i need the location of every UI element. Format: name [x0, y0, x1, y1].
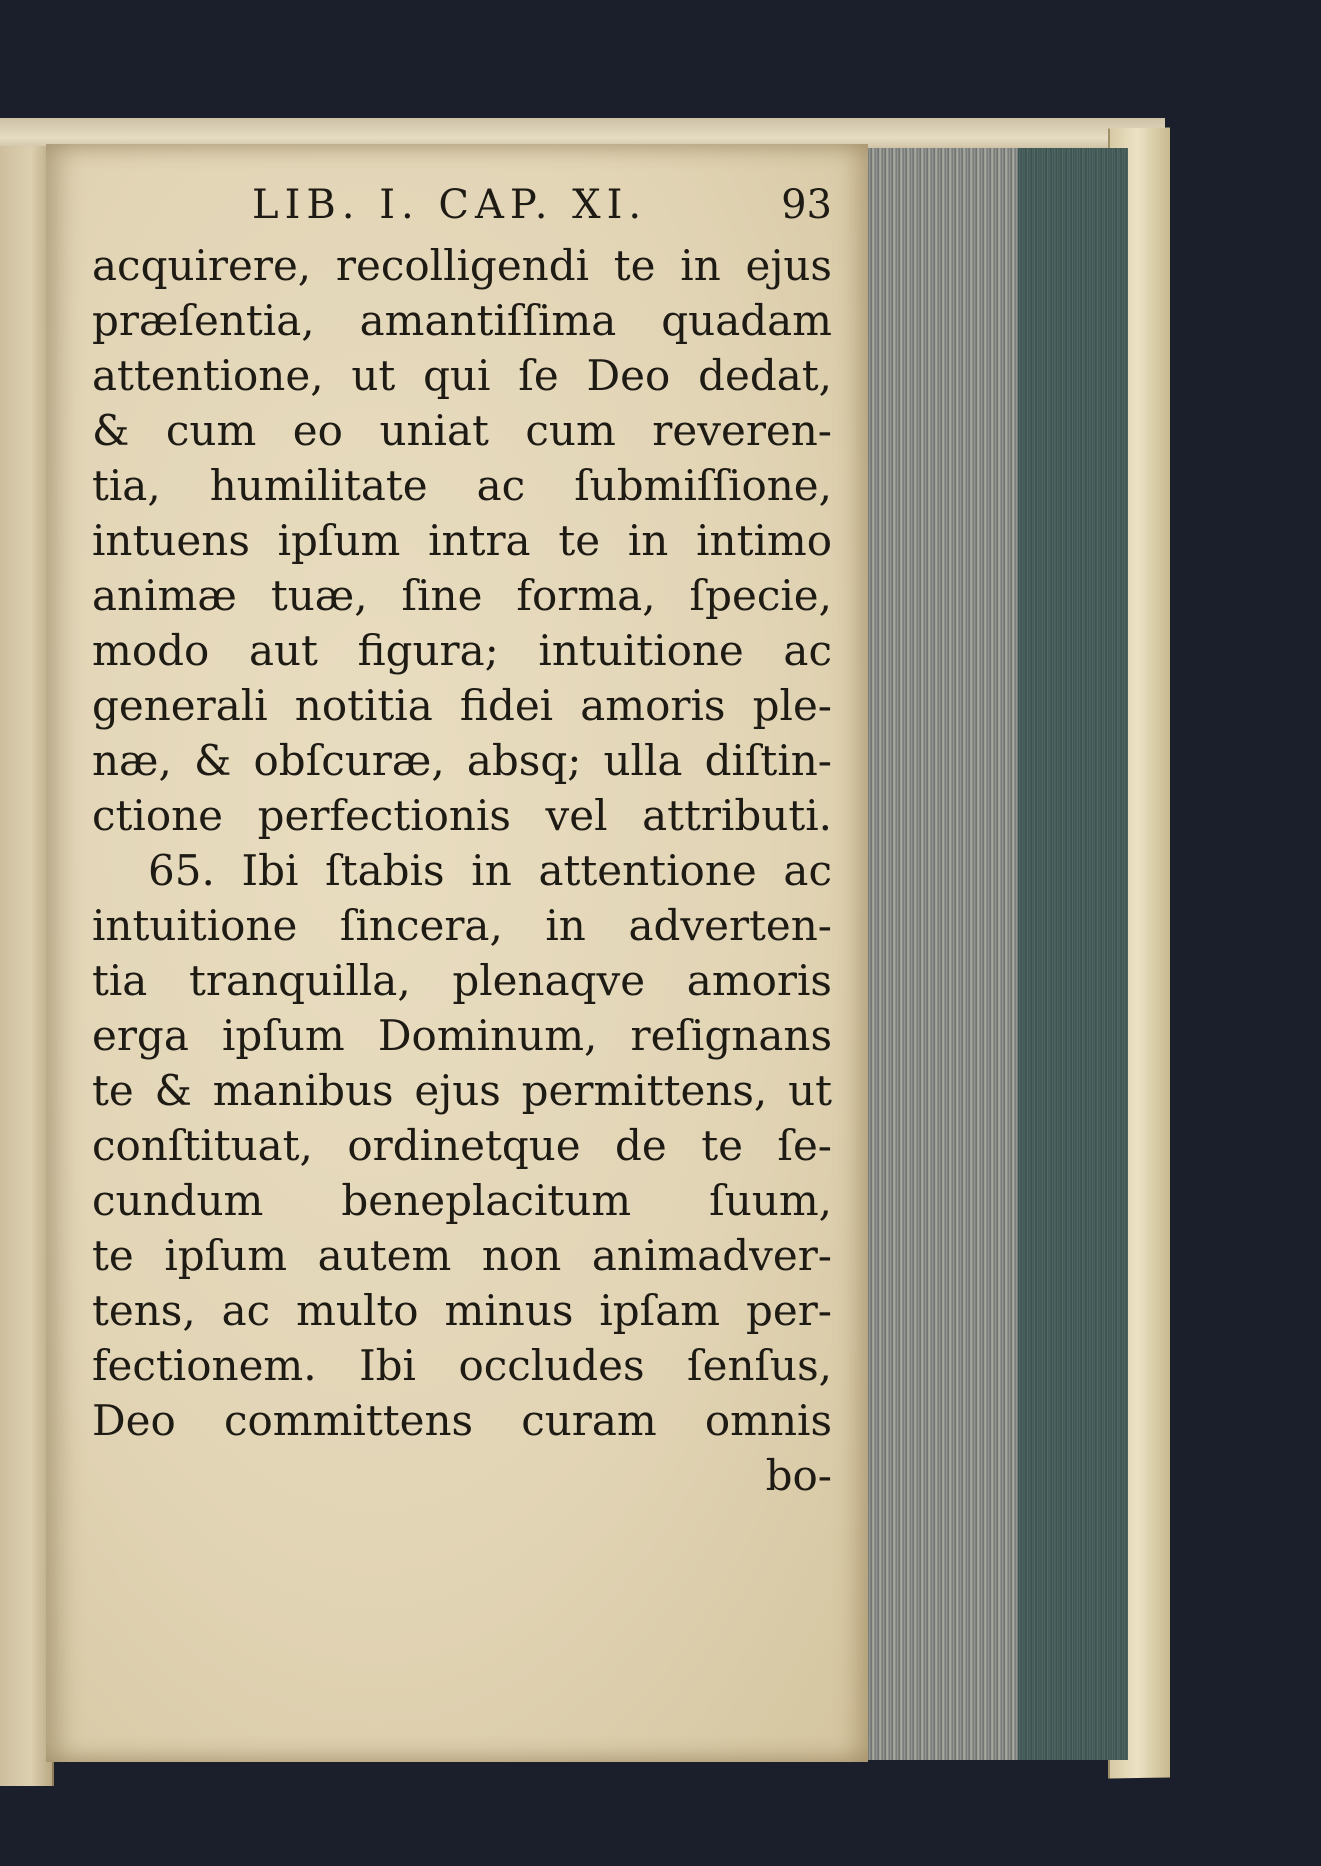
page-text — [92, 182, 832, 1503]
text-line: Deo committens curam omnis — [92, 1396, 832, 1445]
text-line: te & manibus ejus permittens, ut — [92, 1066, 832, 1115]
text-line: generali notitia fidei amoris ple- — [92, 681, 832, 730]
running-head — [92, 182, 832, 238]
text-line: intuitione ſincera, in adverten- — [92, 901, 832, 950]
running-head-title: LIB. I. CAP. XI. — [252, 182, 648, 228]
paragraph-start-line: 65. Ibi ſtabis in attentione ac — [148, 846, 832, 895]
page-fore-edge — [868, 148, 1128, 1760]
text-line: conſtituat, ordinetque de te ſe- — [92, 1121, 832, 1170]
page-number: 93 — [781, 182, 832, 228]
text-line: næ, & obſcuræ, absq; ulla diſtin- — [92, 736, 832, 785]
text-line: attentione, ut qui ſe Deo dedat, — [92, 351, 832, 400]
text-line: & cum eo uniat cum reveren- — [92, 406, 832, 455]
text-line: tia, humilitate ac ſubmiſſione, — [92, 461, 832, 510]
text-line: fectionem. Ibi occludes ſenſus, — [92, 1341, 832, 1390]
text-line: ctione perfectionis vel attributi. — [92, 791, 832, 840]
catchword: bo- — [765, 1451, 832, 1500]
text-line: acquirere, recolligendi te in ejus — [92, 241, 832, 290]
text-line: modo aut figura; intuitione ac — [92, 626, 832, 675]
text-line: præſentia, amantiſſima quadam — [92, 296, 832, 345]
text-line: animæ tuæ, ſine forma, ſpecie, — [92, 571, 832, 620]
text-line: tens, ac multo minus ipſam per- — [92, 1286, 832, 1335]
text-line: tia tranquilla, plenaqve amoris — [92, 956, 832, 1005]
text-line: te ipſum autem non animadver- — [92, 1231, 832, 1280]
text-line: cundum beneplacitum ſuum, — [92, 1176, 832, 1225]
text-line: intuens ipſum intra te in intimo — [92, 516, 832, 565]
text-line: erga ipſum Dominum, reſignans — [92, 1011, 832, 1060]
